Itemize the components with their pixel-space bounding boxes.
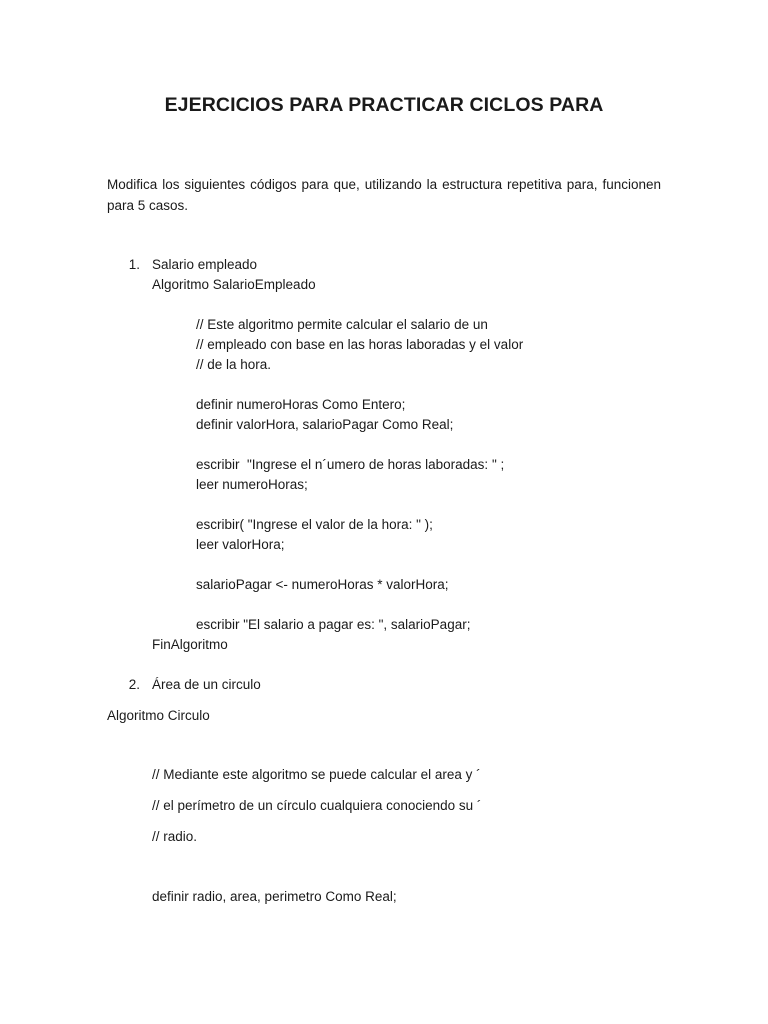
code-line: definir numeroHoras Como Entero;	[196, 397, 406, 412]
code-line: leer numeroHoras;	[196, 477, 308, 492]
code-line: // Este algoritmo permite calcular el salario de un	[196, 317, 488, 332]
code-line: // empleado con base en las horas laboradas y el valor	[196, 337, 524, 352]
code-line: // el perímetro de un círculo cualquiera conociendo su ´	[152, 798, 482, 813]
code-line: escribir "El salario a pagar es: ", salarioPagar;	[196, 617, 471, 632]
list-number-2: 2.	[128, 677, 140, 692]
code-line: // de la hora.	[196, 357, 272, 372]
list-number-1: 1.	[128, 257, 140, 272]
item-1-heading: Salario empleado	[152, 257, 258, 272]
intro-paragraph: Modifica los siguientes códigos para que, utilizando la estructura repetitiva para, funcionen para 5 casos.	[107, 177, 661, 213]
code-line: escribir "Ingrese el n´umero de horas laboradas: " ;	[196, 457, 505, 472]
page-title: EJERCICIOS PARA PRACTICAR CICLOS PARA	[164, 94, 604, 116]
item-1-algorithm-name: Algoritmo SalarioEmpleado	[152, 277, 316, 292]
code-line: // radio.	[152, 829, 198, 844]
code-line: salarioPagar <- numeroHoras * valorHora;	[196, 577, 449, 592]
item-2-heading: Área de un circulo	[152, 677, 261, 692]
code-line: definir valorHora, salarioPagar Como Real;	[196, 417, 454, 432]
item-2-algorithm-name: Algoritmo Circulo	[107, 708, 210, 723]
code-line: escribir( "Ingrese el valor de la hora: " );	[196, 517, 433, 532]
code-line: definir radio, area, perimetro Como Real;	[152, 889, 397, 904]
item-1-end: FinAlgoritmo	[152, 637, 228, 652]
code-line: // Mediante este algoritmo se puede calcular el area y ´	[152, 767, 481, 782]
code-line: leer valorHora;	[196, 537, 285, 552]
